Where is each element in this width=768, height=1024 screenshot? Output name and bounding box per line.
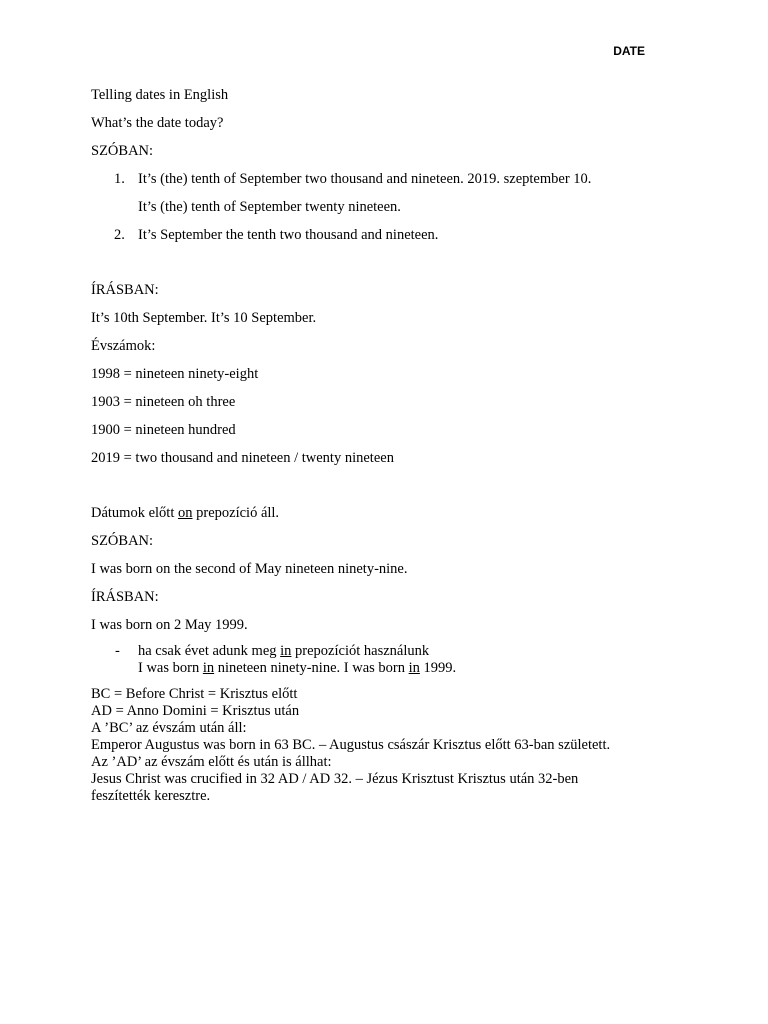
- era-line: A ’BC’ az évszám után áll:: [91, 720, 247, 736]
- era-line: feszítették keresztre.: [91, 788, 211, 804]
- list-text: It’s (the) tenth of September two thousand and nineteen. 2019. szeptember 10.: [138, 171, 592, 187]
- years-label: Évszámok:: [91, 338, 156, 354]
- list-number: 1.: [114, 171, 125, 187]
- bullet-dash: -: [115, 643, 120, 659]
- list-item-1: [91, 169, 691, 197]
- list-text: It’s September the tenth two thousand and nineteen.: [138, 227, 439, 243]
- year-line: 1998 = nineteen ninety-eight: [91, 366, 259, 382]
- era-line: Az ’AD’ az évszám előtt és után is állhat:: [91, 754, 332, 770]
- era-line: BC = Before Christ = Krisztus előtt: [91, 686, 298, 702]
- year-line: 2019 = two thousand and nineteen / twenty nineteen: [91, 450, 394, 466]
- bullet-example: I was born in nineteen ninety-nine. I was born in 1999.: [138, 660, 457, 676]
- spoken-example: I was born on the second of May nineteen ninety-nine.: [91, 561, 408, 577]
- document-body: [91, 85, 691, 805]
- list-item-2: [91, 225, 691, 253]
- doc-title: Telling dates in English: [91, 87, 229, 103]
- preposition-rule: Dátumok előtt on prepozíció áll.: [91, 505, 280, 521]
- list-item-1-continuation: It’s (the) tenth of September twenty nineteen.: [138, 199, 401, 215]
- written-example: I was born on 2 May 1999.: [91, 617, 248, 633]
- era-line: AD = Anno Domini = Krisztus után: [91, 703, 300, 719]
- spoken-label: SZÓBAN:: [91, 143, 154, 159]
- written-label: ÍRÁSBAN:: [91, 282, 159, 298]
- spoken-label: SZÓBAN:: [91, 533, 154, 549]
- bullet-item: - ha csak évet adunk meg in prepozíciót használunk: [91, 643, 691, 660]
- question-line: What’s the date today?: [91, 115, 224, 131]
- underlined-word: on: [178, 505, 193, 521]
- written-label: ÍRÁSBAN:: [91, 589, 159, 605]
- year-line: 1903 = nineteen oh three: [91, 394, 236, 410]
- list-number: 2.: [114, 227, 125, 243]
- era-line: Jesus Christ was crucified in 32 AD / AD 32. – Jézus Krisztust Krisztus után 32-ben: [91, 771, 579, 787]
- written-example: It’s 10th September. It’s 10 September.: [91, 310, 317, 326]
- era-line: Emperor Augustus was born in 63 BC. – Augustus császár Krisztus előtt 63-ban született.: [91, 737, 611, 753]
- page-header-title: DATE: [613, 44, 645, 58]
- year-line: 1900 = nineteen hundred: [91, 422, 236, 438]
